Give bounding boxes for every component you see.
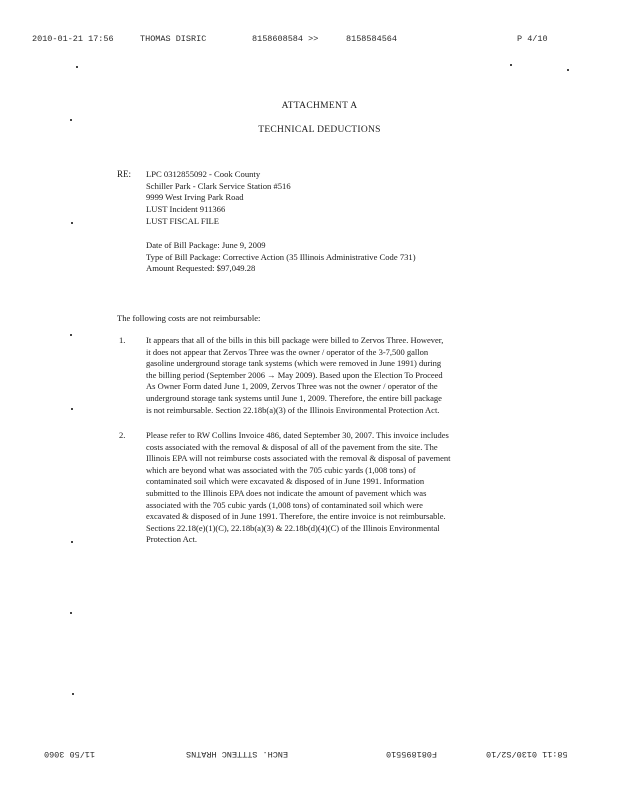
re-line: LUST Incident 911366 [146, 204, 226, 215]
paragraph-line: costs associated with the removal & disposal of all of the pavement from the site. The [146, 441, 438, 452]
scan-speck [567, 69, 569, 71]
paragraph-line: Protection Act. [146, 534, 197, 545]
fax-number-to: 8158584564 [346, 34, 398, 44]
attachment-title: ATTACHMENT A [281, 101, 358, 111]
scan-speck [76, 66, 78, 68]
paragraph-line: excavated & disposed of in June 1991. Therefore, the entire invoice is not reimbursable. [146, 511, 446, 522]
scan-speck [71, 222, 73, 224]
re-line: LPC 0312855092 - Cook County [146, 169, 261, 179]
scan-speck [72, 693, 74, 695]
paragraph-line: Please refer to RW Collins Invoice 486, dated September 30, 2007. This invoice includes [146, 430, 449, 440]
fax-footer-segment: F081895510 [386, 749, 438, 759]
scan-speck [70, 119, 72, 121]
scan-speck [71, 408, 73, 410]
item-number: 2. [119, 430, 126, 440]
scan-speck [71, 541, 73, 543]
paragraph-line: gasoline underground storage tank systems (which were removed in June 1991) during [146, 358, 442, 369]
re-line: LUST FISCAL FILE [146, 215, 220, 226]
paragraph-line: it does not appear that Zervos Three was the owner / operator of the 3-7,500 gallon [146, 346, 429, 357]
fax-footer-segment: ENCH. STTTENC HRATNS [186, 749, 289, 759]
paragraph-line: submitted to the Illinois EPA does not indicate the amount of pavement which was [146, 487, 427, 498]
paragraph-line: is not reimbursable. Section 22.18b(a)(3) of the Illinois Environmental Protection Act. [146, 404, 440, 415]
scan-speck [510, 64, 512, 66]
paragraph-line: It appears that all of the bills in this bill package were billed to Zervos Three. However, [146, 335, 444, 345]
paragraph-line: Sections 22.18(e)(1)(C), 22.18b(a)(3) & 22.18b(d)(4)(C) of the Illinois Environmental [146, 522, 440, 533]
deduction-item-1 [146, 335, 506, 416]
re-details [146, 169, 291, 228]
paragraph-line: Illinois EPA will not reimburse costs associated with the removal & disposal of pavement [146, 453, 451, 464]
scan-speck [70, 612, 72, 614]
item-number: 1. [119, 335, 126, 345]
deduction-item-2 [146, 430, 506, 546]
paragraph-line: which are beyond what was associated with the 705 cubic yards (1,008 tons) of [146, 464, 416, 475]
re-line: 9999 West Irving Park Road [146, 192, 244, 203]
scan-speck [70, 334, 72, 336]
fax-number-from: 8158608584 >> [252, 34, 319, 44]
re-label: RE: [117, 169, 132, 179]
paragraph-line: contaminated soil which were excavated & disposed of in June 1991. Information [146, 476, 425, 487]
fax-footer-segment: 58:11 0130/S2/10 [486, 749, 568, 759]
intro-text: The following costs are not reimbursable: [117, 313, 261, 323]
bill-line: Amount Requested: $97,049.28 [146, 263, 256, 274]
fax-sender: THOMAS DISRIC [140, 34, 207, 44]
re-line: Schiller Park - Clark Service Station #516 [146, 180, 291, 191]
fax-page-number: P 4/10 [517, 34, 548, 44]
fax-date-time: 2010-01-21 17:56 [32, 34, 114, 44]
fax-footer-segment: 11/50 3060 [44, 749, 96, 759]
bill-line: Date of Bill Package: June 9, 2009 [146, 240, 266, 250]
attachment-subtitle: TECHNICAL DEDUCTIONS [258, 125, 381, 135]
paragraph-line: the billing period (September 2006 → May 2009). Based upon the Election To Proceed [146, 369, 443, 380]
bill-line: Type of Bill Package: Corrective Action (35 Illinois Administrative Code 731) [146, 251, 416, 262]
paragraph-line: As Owner Form dated June 1, 2009, Zervos Three was not the owner / operator of the [146, 381, 438, 392]
bill-details [146, 240, 416, 275]
paragraph-line: associated with the 705 cubic yards (1,008 tons) of contaminated soil which were [146, 499, 423, 510]
paragraph-line: underground storage tank systems until June 1, 2009. Therefore, the entire bill package [146, 392, 442, 403]
